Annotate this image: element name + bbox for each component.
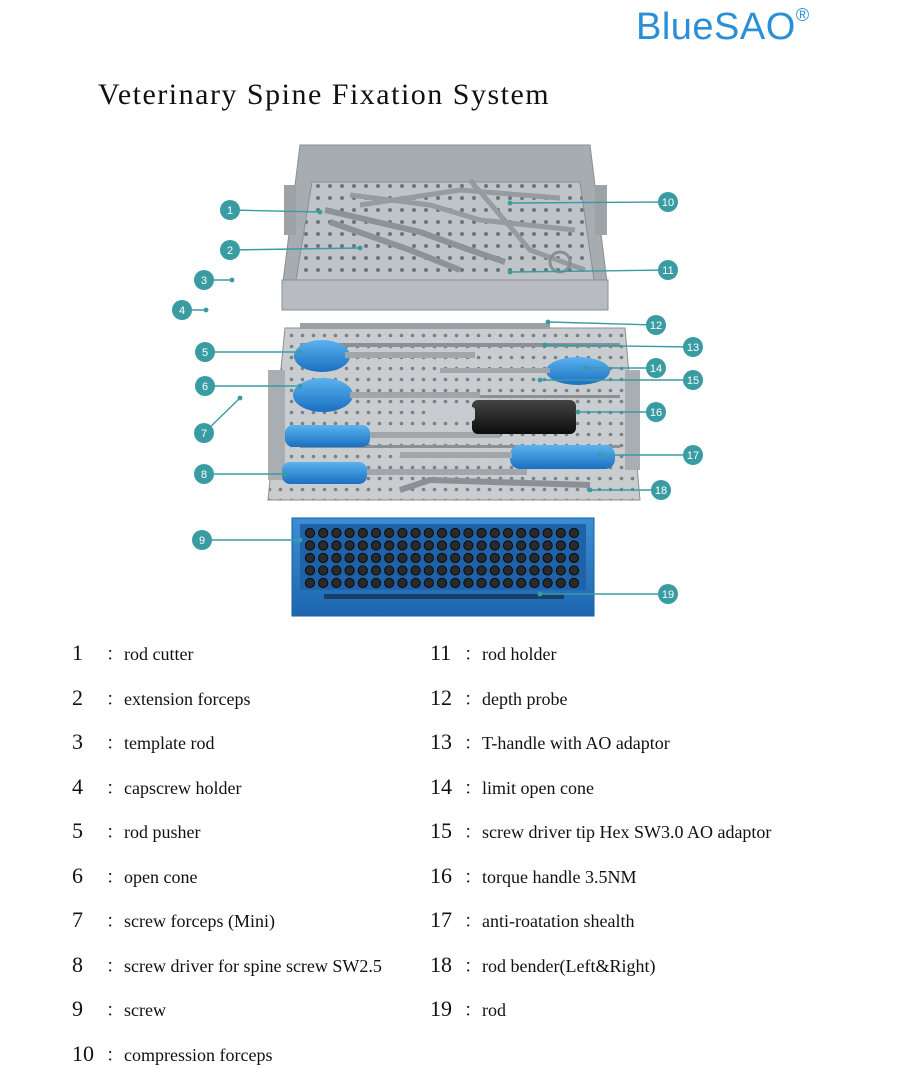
screw-slot (437, 566, 446, 575)
screw-slot (503, 578, 512, 587)
screw-slot (477, 566, 486, 575)
legend-item-5 (72, 818, 200, 844)
legend-label: screw (124, 1000, 166, 1020)
legend-separator: ： (464, 733, 482, 753)
legend-label: open cone (124, 866, 198, 887)
screw-slot (530, 528, 539, 537)
callout-number: 17 (686, 450, 700, 462)
screw-slot (569, 578, 578, 587)
legend-item-10 (72, 1041, 272, 1067)
callout-number: 16 (649, 407, 663, 419)
callout-number: 9 (198, 535, 206, 547)
screw-slot (371, 578, 380, 587)
legend-item-2 (72, 685, 250, 711)
legend-separator: ： (106, 822, 124, 842)
legend-number: 16 (430, 862, 452, 888)
screw-slot (345, 578, 354, 587)
legend-separator: ： (464, 644, 482, 664)
callout-endpoint (538, 378, 543, 383)
callout-endpoint (583, 366, 588, 371)
screw-slot (543, 566, 552, 575)
screw-slot (398, 553, 407, 562)
legend-item-11 (430, 640, 556, 666)
screw-slot (503, 541, 512, 550)
legend-item-17 (430, 907, 634, 933)
legend-item-18 (430, 952, 655, 978)
legend-number: 10 (72, 1040, 94, 1066)
page-title: Veterinary Spine Fixation System (98, 78, 551, 111)
screw-slot (371, 553, 380, 562)
legend-item-6 (72, 863, 197, 889)
legend-number: 6 (72, 862, 83, 888)
legend-item-8 (72, 952, 382, 978)
screw-slot (319, 528, 328, 537)
callout-number: 1 (226, 205, 234, 217)
screw-slot (385, 553, 394, 562)
screw-slot (503, 553, 512, 562)
callout-endpoint (546, 320, 551, 325)
legend-label: T-handle with AO adaptor (482, 733, 670, 753)
legend-number: 15 (430, 818, 452, 843)
callout-endpoint (318, 210, 323, 215)
callout-endpoint (298, 350, 303, 355)
screw-slot (437, 553, 446, 562)
screw-slot (345, 528, 354, 537)
screw-slot (477, 528, 486, 537)
screw-slot (569, 553, 578, 562)
legend-separator: ： (464, 822, 482, 842)
screw-slot (543, 578, 552, 587)
legend-item-9 (72, 996, 166, 1022)
screw-slot (503, 528, 512, 537)
screw-slot (411, 553, 420, 562)
screw-slot (385, 566, 394, 575)
callout-leader-line (510, 202, 668, 203)
callout-number: 5 (201, 347, 209, 359)
screw-slot (464, 566, 473, 575)
legend-item-13 (430, 729, 670, 755)
callout-number: 14 (649, 363, 663, 375)
legend-separator: ： (106, 777, 124, 798)
screw-slot (411, 578, 420, 587)
screw-slot (530, 578, 539, 587)
callout-endpoint (283, 472, 288, 477)
callout-endpoint (298, 538, 303, 543)
legend-label: limit open cone (482, 777, 594, 798)
screw-slot (424, 566, 433, 575)
screw-slot (543, 528, 552, 537)
screw-slot (398, 578, 407, 587)
legend-separator: ： (106, 688, 124, 709)
screw-slot (332, 541, 341, 550)
legend-separator: ： (464, 911, 482, 931)
screw-slot (530, 541, 539, 550)
screw-slot (319, 553, 328, 562)
callout-endpoint (238, 396, 243, 401)
upper-tray (282, 145, 608, 310)
callout-endpoint (358, 246, 363, 251)
screw-slot (319, 578, 328, 587)
screw-slot (556, 578, 565, 587)
callout-endpoint (508, 270, 513, 275)
callout-number: 8 (200, 469, 208, 481)
screw-slot (398, 541, 407, 550)
registered-mark: ® (795, 5, 810, 26)
screw-slot (332, 553, 341, 562)
screw-slot (411, 541, 420, 550)
screw-slot (490, 566, 499, 575)
screw-slot (451, 566, 460, 575)
callout-endpoint (538, 592, 543, 597)
callout-number: 19 (661, 589, 675, 601)
callout-endpoint (298, 384, 303, 389)
screw-slot (437, 528, 446, 537)
screw-slot (556, 528, 565, 537)
screw-slot (305, 553, 314, 562)
callout-9 (192, 530, 302, 550)
screw-slot (371, 528, 380, 537)
legend-item-14 (430, 774, 594, 800)
legend-number: 12 (430, 684, 452, 710)
legend-number: 11 (430, 640, 452, 665)
legend-number: 18 (430, 951, 452, 977)
screw-slot (385, 541, 394, 550)
legend-item-19 (430, 996, 506, 1022)
screw-slot (451, 541, 460, 550)
legend-separator: ： (106, 1044, 124, 1065)
screw-slot (305, 566, 314, 575)
callout-number: 15 (686, 375, 700, 387)
callout-number: 18 (654, 485, 668, 497)
callout-endpoint (543, 343, 548, 348)
screw-slot (451, 578, 460, 587)
screw-slot (543, 553, 552, 562)
screw-slot (464, 541, 473, 550)
screw-slot (305, 541, 314, 550)
legend-label: rod bender(Left&Right) (482, 955, 656, 976)
screw-slot (411, 528, 420, 537)
legend-number: 2 (72, 684, 83, 710)
legend-number: 14 (430, 773, 452, 799)
callout-endpoint (598, 453, 603, 458)
screw-slot (371, 566, 380, 575)
callout-number: 4 (178, 305, 186, 317)
legend-label: screw driver for spine screw SW2.5 (124, 955, 382, 976)
legend-separator: ： (464, 866, 482, 887)
screw-slot (424, 578, 433, 587)
callout-number: 13 (686, 342, 700, 354)
screw-slot (305, 578, 314, 587)
screw-slot (385, 578, 394, 587)
callout-number: 3 (200, 275, 208, 287)
legend-separator: ： (106, 911, 124, 931)
legend-number: 9 (72, 996, 83, 1021)
legend-item-7 (72, 907, 275, 933)
screw-slot (332, 566, 341, 575)
legend-label: rod pusher (124, 822, 201, 842)
legend-separator: ： (464, 955, 482, 976)
screw-slot (530, 553, 539, 562)
screw-slot (345, 553, 354, 562)
screw-slot (569, 541, 578, 550)
screw-slot (569, 566, 578, 575)
legend-label: screw driver tip Hex SW3.0 AO adaptor (482, 822, 772, 842)
screw-slot (358, 578, 367, 587)
screw-slot (464, 528, 473, 537)
brand-name: BlueSAO (636, 6, 796, 48)
screw-slot (424, 553, 433, 562)
legend-item-4 (72, 774, 241, 800)
screw-slot (319, 566, 328, 575)
callout-number: 11 (662, 265, 674, 277)
legend-separator: ： (464, 777, 482, 798)
legend-label: rod cutter (124, 644, 194, 664)
legend-item-1 (72, 640, 193, 666)
callout-leader-line (548, 322, 656, 325)
screw-slot (345, 541, 354, 550)
screw-slot (451, 553, 460, 562)
screw-slot (358, 541, 367, 550)
legend-label: capscrew holder (124, 777, 242, 798)
screw-slot (319, 541, 328, 550)
callout-endpoint (588, 488, 593, 493)
legend-number: 13 (430, 729, 452, 754)
screw-slot (451, 528, 460, 537)
screw-caddy (292, 518, 594, 616)
legend-label: screw forceps (Mini) (124, 911, 275, 931)
legend-label: torque handle 3.5NM (482, 866, 637, 887)
legend-number: 3 (72, 729, 83, 754)
screw-slot (345, 566, 354, 575)
legend-number: 8 (72, 951, 83, 977)
legend-separator: ： (464, 1000, 482, 1020)
screw-slot (358, 528, 367, 537)
screw-slot (530, 566, 539, 575)
screw-slot (556, 541, 565, 550)
screw-slot (464, 553, 473, 562)
legend-separator: ： (106, 644, 124, 664)
legend-separator: ： (106, 733, 124, 753)
screw-slot (437, 578, 446, 587)
screw-slot (543, 541, 552, 550)
screw-slot (398, 566, 407, 575)
callout-endpoint (230, 278, 235, 283)
screw-slot (490, 528, 499, 537)
callout-number: 7 (200, 428, 208, 440)
legend-item-12 (430, 685, 567, 711)
legend-item-15 (430, 818, 771, 844)
legend-number: 1 (72, 640, 83, 665)
screw-slot (411, 566, 420, 575)
callout-endpoint (204, 308, 209, 313)
callout-endpoint (508, 201, 513, 206)
legend-label: depth probe (482, 688, 568, 709)
screw-slot (358, 566, 367, 575)
screw-slot (490, 578, 499, 587)
legend-label: template rod (124, 733, 215, 753)
legend-separator: ： (106, 1000, 124, 1020)
legend-number: 7 (72, 907, 83, 932)
legend-label: anti-roatation shealth (482, 911, 635, 931)
legend-separator: ： (106, 955, 124, 976)
legend-label: rod holder (482, 644, 557, 664)
callout-3 (194, 270, 234, 290)
screw-slot (517, 566, 526, 575)
screw-slot (437, 541, 446, 550)
legend-label: extension forceps (124, 688, 251, 709)
legend-number: 17 (430, 907, 452, 932)
screw-slot (464, 578, 473, 587)
screw-slot (517, 553, 526, 562)
screw-slot (490, 541, 499, 550)
screw-slot (556, 553, 565, 562)
screw-slot (398, 528, 407, 537)
screw-slot (358, 553, 367, 562)
screw-slot (477, 578, 486, 587)
screw-slot (332, 528, 341, 537)
screw-slot (490, 553, 499, 562)
callout-number: 2 (226, 245, 234, 257)
screw-slot (332, 578, 341, 587)
screw-slot (503, 566, 512, 575)
screw-slot (477, 541, 486, 550)
callout-number: 10 (661, 197, 675, 209)
screw-slot (517, 541, 526, 550)
screw-slot (517, 528, 526, 537)
legend-label: compression forceps (124, 1044, 273, 1065)
screw-slot (556, 566, 565, 575)
screw-slot (569, 528, 578, 537)
screw-slot (424, 541, 433, 550)
callout-4 (172, 300, 208, 320)
screw-slot (517, 578, 526, 587)
callout-number: 12 (649, 320, 663, 332)
callout-7 (194, 396, 242, 443)
legend-label: rod (482, 1000, 506, 1020)
legend-item-3 (72, 729, 214, 755)
screw-slot (305, 528, 314, 537)
screw-slot (385, 528, 394, 537)
screw-slot (477, 553, 486, 562)
legend-number: 19 (430, 996, 452, 1021)
legend-separator: ： (106, 866, 124, 887)
legend-number: 4 (72, 773, 83, 799)
callout-number: 6 (201, 381, 209, 393)
callout-endpoint (576, 410, 581, 415)
legend-item-16 (430, 863, 636, 889)
screw-slot (371, 541, 380, 550)
legend-number: 5 (72, 818, 83, 843)
screw-slot (424, 528, 433, 537)
legend-separator: ： (464, 688, 482, 709)
